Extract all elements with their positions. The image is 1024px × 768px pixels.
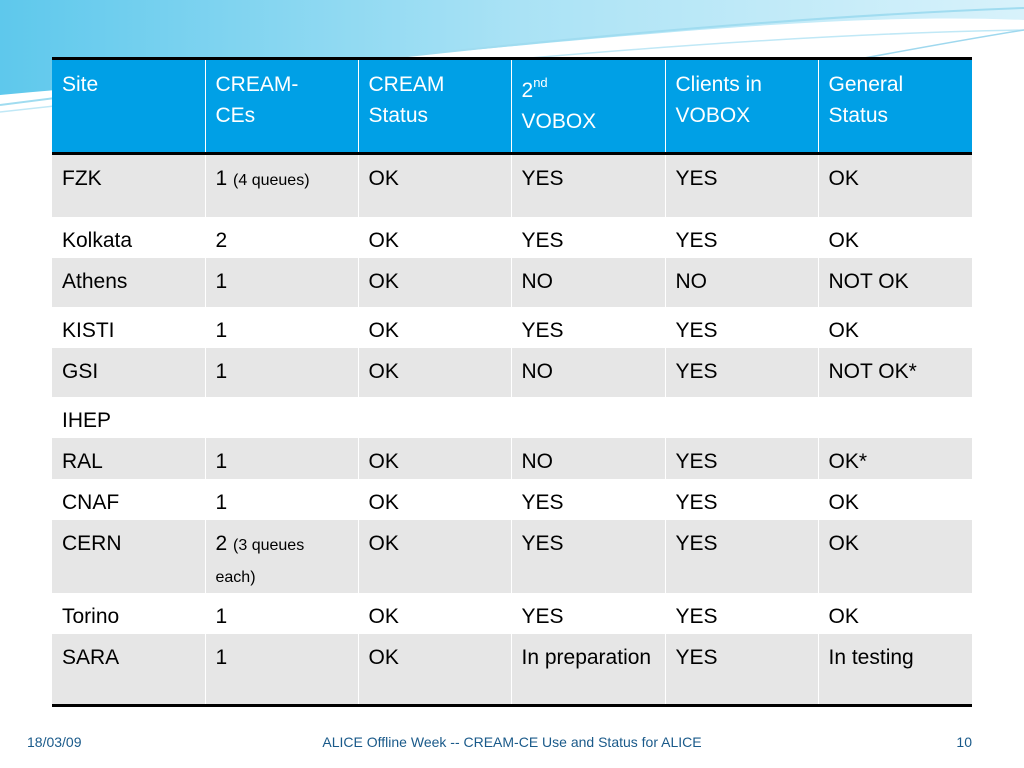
cell-cream-ces: 1: [205, 348, 358, 397]
cell-general: In testing: [818, 634, 972, 706]
cell-cream-status: OK: [358, 634, 511, 706]
cell-general: OK: [818, 520, 972, 593]
cell-cream-ces: [205, 397, 358, 438]
cell-site: CERN: [52, 520, 205, 593]
cell-cream-status: OK: [358, 348, 511, 397]
footer-page-number: 10: [956, 734, 972, 750]
table-header-row: [52, 59, 972, 154]
header-clients-in-vobox: Clients in VOBOX: [665, 59, 818, 154]
cell-site: Torino: [52, 593, 205, 634]
table-row: [52, 154, 972, 217]
ces-note: (3 queues each): [215, 536, 305, 586]
cell-general: OK: [818, 593, 972, 634]
cell-general: NOT OK: [818, 258, 972, 307]
cell-clients: [665, 397, 818, 438]
cell-site: FZK: [52, 154, 205, 217]
cell-cream-ces: 1: [205, 307, 358, 348]
cell-clients: YES: [665, 634, 818, 706]
table-row: [52, 593, 972, 634]
header-second-vobox: 2nd VOBOX: [511, 59, 665, 154]
cell-cream-ces: 1: [205, 593, 358, 634]
cell-second-vobox: [511, 397, 665, 438]
footer-title: ALICE Offline Week -- CREAM-CE Use and Status for ALICE: [322, 734, 702, 750]
cell-clients: YES: [665, 307, 818, 348]
cell-cream-ces: 2: [205, 217, 358, 258]
table-row: [52, 479, 972, 520]
cell-second-vobox: YES: [511, 479, 665, 520]
header-general-status: General Status: [818, 59, 972, 154]
cell-general: OK: [818, 154, 972, 217]
ces-note: (4 queues): [233, 172, 310, 189]
cell-clients: YES: [665, 593, 818, 634]
table-row: [52, 397, 972, 438]
cell-site: RAL: [52, 438, 205, 479]
cell-general: [818, 397, 972, 438]
cell-site: Kolkata: [52, 217, 205, 258]
cell-cream-ces: 1: [205, 258, 358, 307]
cell-cream-ces: 2 (3 queues each): [205, 520, 358, 593]
cell-cream-status: OK: [358, 593, 511, 634]
status-table-container: [52, 57, 972, 707]
cell-second-vobox: NO: [511, 258, 665, 307]
cell-cream-status: OK: [358, 258, 511, 307]
cell-general: NOT OK*: [818, 348, 972, 397]
cell-clients: YES: [665, 479, 818, 520]
cell-second-vobox: In preparation: [511, 634, 665, 706]
cell-second-vobox: NO: [511, 438, 665, 479]
cell-site: Athens: [52, 258, 205, 307]
table-row: [52, 520, 972, 593]
cell-cream-status: OK: [358, 217, 511, 258]
header-cream-status: CREAM Status: [358, 59, 511, 154]
cell-general: OK*: [818, 438, 972, 479]
cell-cream-status: [358, 397, 511, 438]
cell-cream-status: OK: [358, 307, 511, 348]
cell-site: GSI: [52, 348, 205, 397]
cell-clients: NO: [665, 258, 818, 307]
cell-cream-status: OK: [358, 479, 511, 520]
table-row: [52, 438, 972, 479]
cream-status-table: [52, 57, 972, 707]
cell-second-vobox: YES: [511, 520, 665, 593]
table-row: [52, 217, 972, 258]
cell-cream-ces: 1: [205, 438, 358, 479]
cell-second-vobox: YES: [511, 593, 665, 634]
cell-second-vobox: NO: [511, 348, 665, 397]
table-row: [52, 258, 972, 307]
cell-site: KISTI: [52, 307, 205, 348]
table-row: [52, 634, 972, 706]
cell-second-vobox: YES: [511, 307, 665, 348]
table-row: [52, 348, 972, 397]
cell-cream-status: OK: [358, 520, 511, 593]
header-site: Site: [52, 59, 205, 154]
cell-clients: YES: [665, 520, 818, 593]
cell-clients: YES: [665, 154, 818, 217]
cell-cream-ces: 1 (4 queues): [205, 154, 358, 217]
cell-second-vobox: YES: [511, 217, 665, 258]
table-row: [52, 307, 972, 348]
cell-general: OK: [818, 479, 972, 520]
cell-general: OK: [818, 217, 972, 258]
cell-clients: YES: [665, 438, 818, 479]
cell-cream-status: OK: [358, 154, 511, 217]
cell-site: SARA: [52, 634, 205, 706]
cell-cream-ces: 1: [205, 634, 358, 706]
cell-site: IHEP: [52, 397, 205, 438]
cell-cream-ces: 1: [205, 479, 358, 520]
footer-date: 18/03/09: [27, 734, 82, 750]
cell-site: CNAF: [52, 479, 205, 520]
cell-cream-status: OK: [358, 438, 511, 479]
cell-second-vobox: YES: [511, 154, 665, 217]
cell-clients: YES: [665, 217, 818, 258]
cell-general: OK: [818, 307, 972, 348]
cell-clients: YES: [665, 348, 818, 397]
header-cream-ces: CREAM- CEs: [205, 59, 358, 154]
